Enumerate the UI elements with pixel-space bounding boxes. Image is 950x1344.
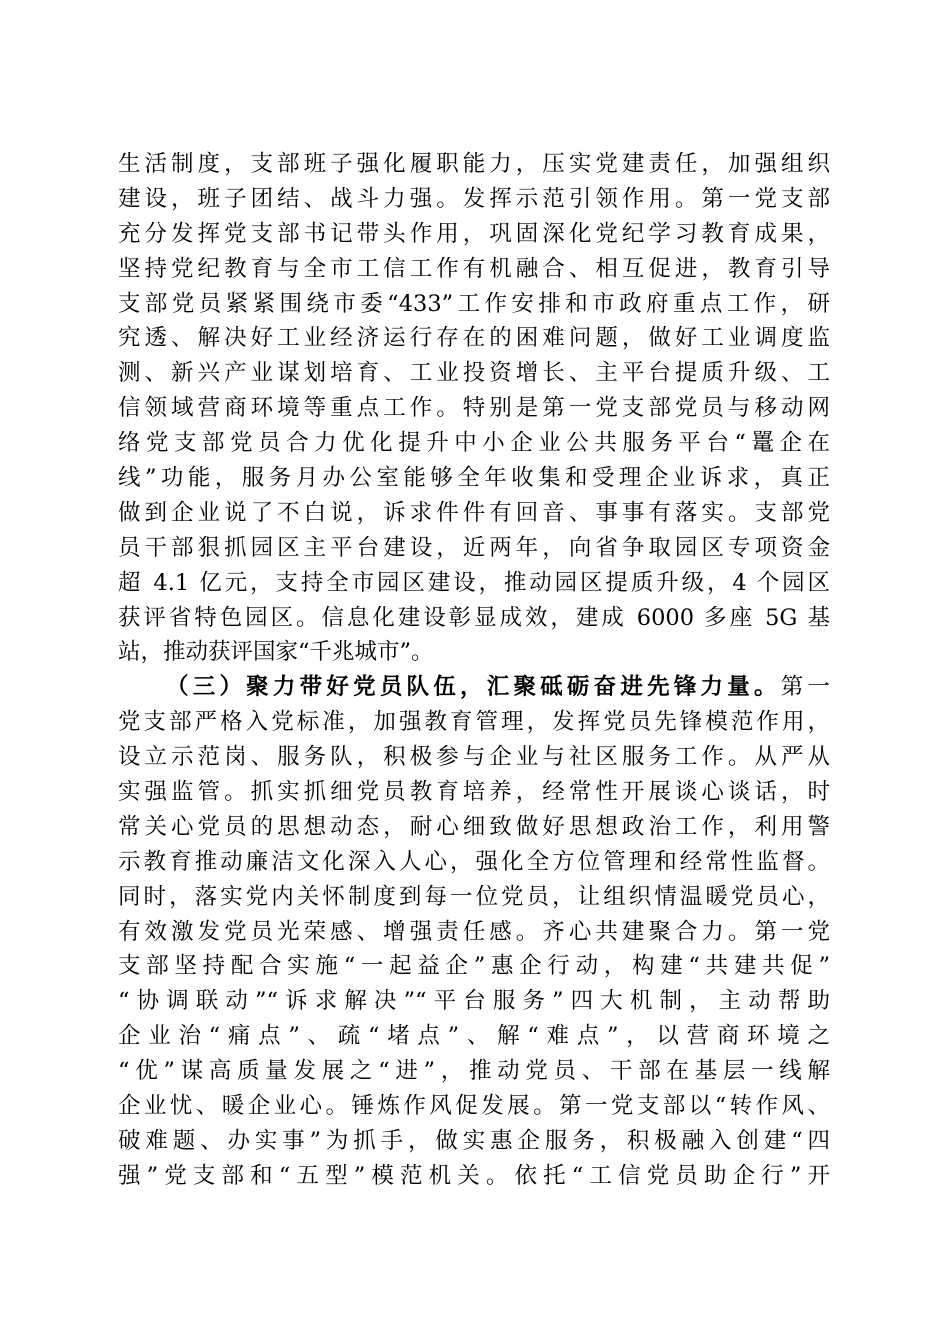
paragraph-line-9: 络党支部党员合力优化提升中小企业公共服务平台“鼍企在: [118, 430, 830, 457]
section-first-line: [118, 670, 830, 705]
paragraph-line-2: 建设，班子团结、战斗力强。发挥示范引领作用。第一党支部: [118, 185, 830, 212]
paragraph-line-5: 支部党员紧紧围绕市委“433”工作安排和市政府重点工作，研: [118, 290, 830, 317]
section-heading: （三）聚力带好党员队伍，汇聚砥砺奋进先锋力量。: [166, 674, 781, 701]
section-line-3: 实强监管。抓实抓细党员教育培养，经常性开展谈心谈话，时: [118, 779, 830, 806]
section-line-9: “协调联动”“诉求解决”“平台服务”四大机制，主动帮助: [118, 988, 830, 1015]
paragraph-line-3: 充分发挥党支部书记带头作用，巩固深化党纪学习教育成果，: [118, 220, 830, 247]
section-line-7: 有效激发党员光荣感、增强责任感。齐心共建聚合力。第一党: [118, 918, 830, 945]
body-text: [118, 147, 830, 1194]
section-line-14: 强”党支部和“五型”模范机关。依托“工信党员助企行”开: [118, 1162, 830, 1189]
section-line-10: 企业治“痛点”、疏“堵点”、解“难点”，以营商环境之: [118, 1023, 830, 1050]
section-line-13: 破难题、办实事”为抓手，做实惠企服务，积极融入创建“四: [118, 1127, 830, 1154]
paragraph-line-13: 超 4.1 亿元，支持全市园区建设，推动园区提质升级，4 个园区: [118, 569, 830, 596]
paragraph-line-14: 获评省特色园区。信息化建设彰显成效，建成 6000 多座 5G 基: [118, 604, 830, 631]
paragraph-line-11: 做到企业说了不白说，诉求件件有回音、事事有落实。支部党: [118, 499, 830, 526]
paragraph-line-4: 坚持党纪教育与全市工信工作有机融合、相互促进，教育引导: [118, 255, 830, 282]
paragraph-line-1: 生活制度，支部班子强化履职能力，压实党建责任，加强组织: [118, 151, 830, 177]
section-line-2: 设立示范岗、服务队，积极参与企业与社区服务工作。从严从: [118, 744, 830, 771]
paragraph-line-7: 测、新兴产业谋划培育、工业投资增长、主平台提质升级、工: [118, 360, 830, 387]
section-line-12: 企业忧、暖企业心。锤炼作风促发展。第一党支部以“转作风、: [118, 1093, 830, 1120]
section-line-11: “优”谋高质量发展之“进”，推动党员、干部在基层一线解: [118, 1058, 830, 1085]
section-line-8: 支部坚持配合实施“一起益企”惠企行动，构建“共建共促”: [118, 953, 830, 980]
section-line-4: 常关心党员的思想动态，耐心细致做好思想政治工作，利用警: [118, 813, 830, 840]
section-line-6: 同时，落实党内关怀制度到每一位党员，让组织情温暖党员心，: [118, 883, 830, 910]
paragraph-line-8: 信领域营商环境等重点工作。特别是第一党支部党员与移动网: [118, 395, 830, 422]
paragraph-line-10: 线”功能，服务月办公室能够全年收集和受理企业诉求，真正: [118, 465, 830, 492]
section-line-5: 示教育推动廉洁文化深入人心，强化全方位管理和经常性监督。: [118, 848, 830, 875]
paragraph-line-12: 员干部狠抓园区主平台建设，近两年，向省争取园区专项资金: [118, 534, 830, 561]
paragraph-line-15: 站，推动获评国家“千兆城市”。: [118, 639, 434, 666]
section-line-1: 党支部严格入党标准，加强教育管理，发挥党员先锋模范作用，: [118, 709, 830, 736]
paragraph-line-6: 究透、解决好工业经济运行存在的困难问题，做好工业调度监: [118, 325, 830, 352]
section-first-line-rest: 第一: [780, 674, 830, 701]
